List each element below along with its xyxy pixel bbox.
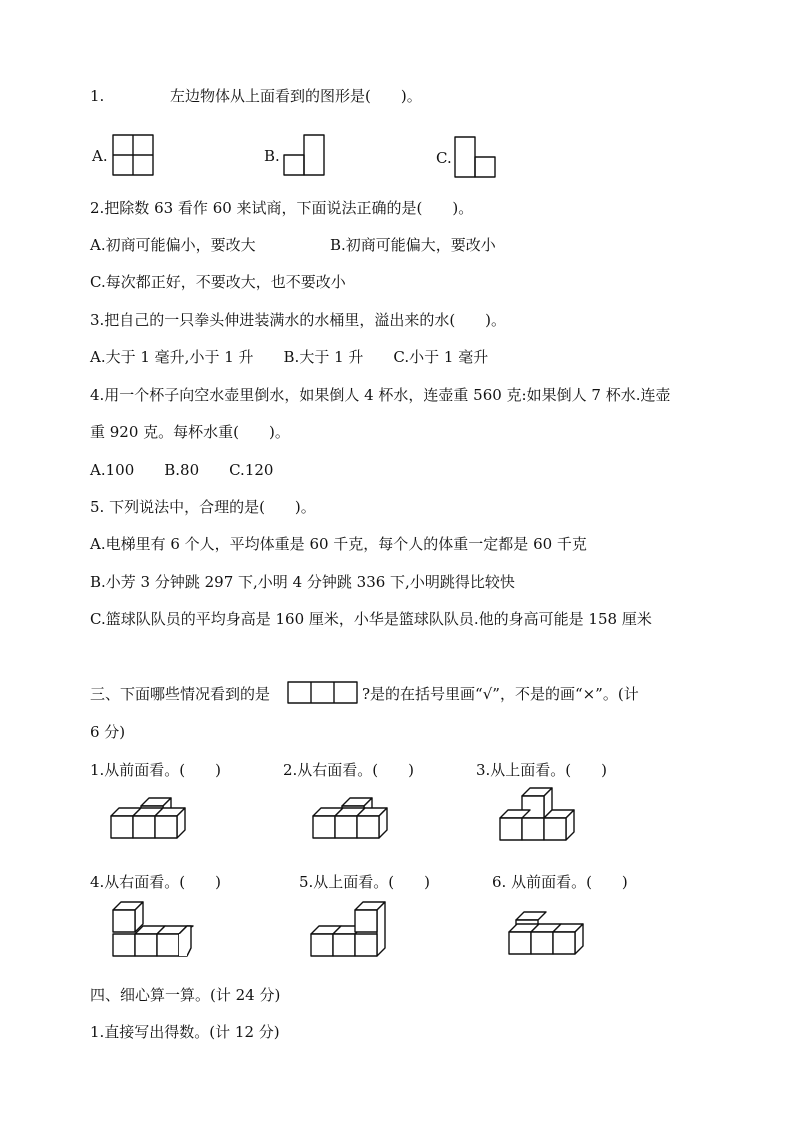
section3-figure-5-cubes [310,902,392,964]
section3-figure-6-cubes [508,912,590,956]
q4-text: 4.用一个杯子向空水壶里倒水，如果倒人 4 杯水，连壶重 560 克:如果倒人 7 杯水.连壶 [90,386,671,404]
q1-text: 左边物体从上面看到的图形是( )。 [170,87,422,105]
q5-text: 5. 下列说法中，合理的是( )。 [90,498,316,516]
section3-item-3: 3.从上面看。( ) [476,761,608,779]
section3-title-start: 三、下面哪些情况看到的是 [90,685,271,703]
section3-item-1: 1.从前面看。( ) [90,761,222,779]
section3-three-square-figure [287,681,359,705]
q5-option-c: C.篮球队队员的平均身高是 160 厘米，小华是篮球队队员.他的身高可能是 158 厘米 [90,610,652,628]
q2-option-c: C.每次都正好，不要改大，也不要改小 [90,273,346,291]
q4-text-continued: 重 920 克。每杯水重( )。 [90,423,290,441]
q3-text: 3.把自己的一只拳头伸进装满水的水桶里，溢出来的水( )。 [90,311,507,329]
section3-figure-4-cubes [112,902,194,964]
section3-figure-1-cubes [112,798,192,838]
q5-option-b: B.小芳 3 分钟跳 297 下,小明 4 分钟跳 336 下,小明跳得比较快 [90,573,515,591]
q4-options: A.100 B.80 C.120 [90,461,274,479]
q1-option-a-figure [112,134,154,176]
q1-option-c-label: C. [436,149,452,167]
section3-figure-3-cubes [499,788,579,842]
q5-option-a: A.电梯里有 6 个人，平均体重是 60 千克，每个人的体重一定都是 60 千克 [90,535,587,553]
section3-item-5: 5.从上面看。( ) [299,873,431,891]
q2-option-b: B.初商可能偏大，要改小 [330,236,496,254]
section3-item-6: 6. 从前面看。( ) [492,873,628,891]
q2-option-a: A.初商可能偏小，要改大 [90,236,256,254]
section4-title: 四、细心算一算。(计 24 分) [90,986,281,1004]
q3-options: A.大于 1 毫升,小于 1 升 B.大于 1 升 C.小于 1 毫升 [90,348,489,366]
q1-option-a-label: A. [92,147,108,165]
section3-item-2: 2.从右面看。( ) [283,761,415,779]
q1-option-b-label: B. [264,147,280,165]
section3-title-continued: 6 分) [90,723,126,741]
q1-option-b-figure [283,134,325,176]
section4-subtitle: 1.直接写出得数。(计 12 分) [90,1023,280,1041]
section3-title-end: ?是的在括号里画“√”，不是的画“×”。(计 [362,685,639,703]
section3-item-4: 4.从右面看。( ) [90,873,222,891]
q2-text: 2.把除数 63 看作 60 来试商，下面说法正确的是( )。 [90,199,474,217]
q1-option-c-figure [454,136,496,178]
section3-figure-2-cubes [312,798,392,838]
q1-number: 1. [90,87,105,105]
